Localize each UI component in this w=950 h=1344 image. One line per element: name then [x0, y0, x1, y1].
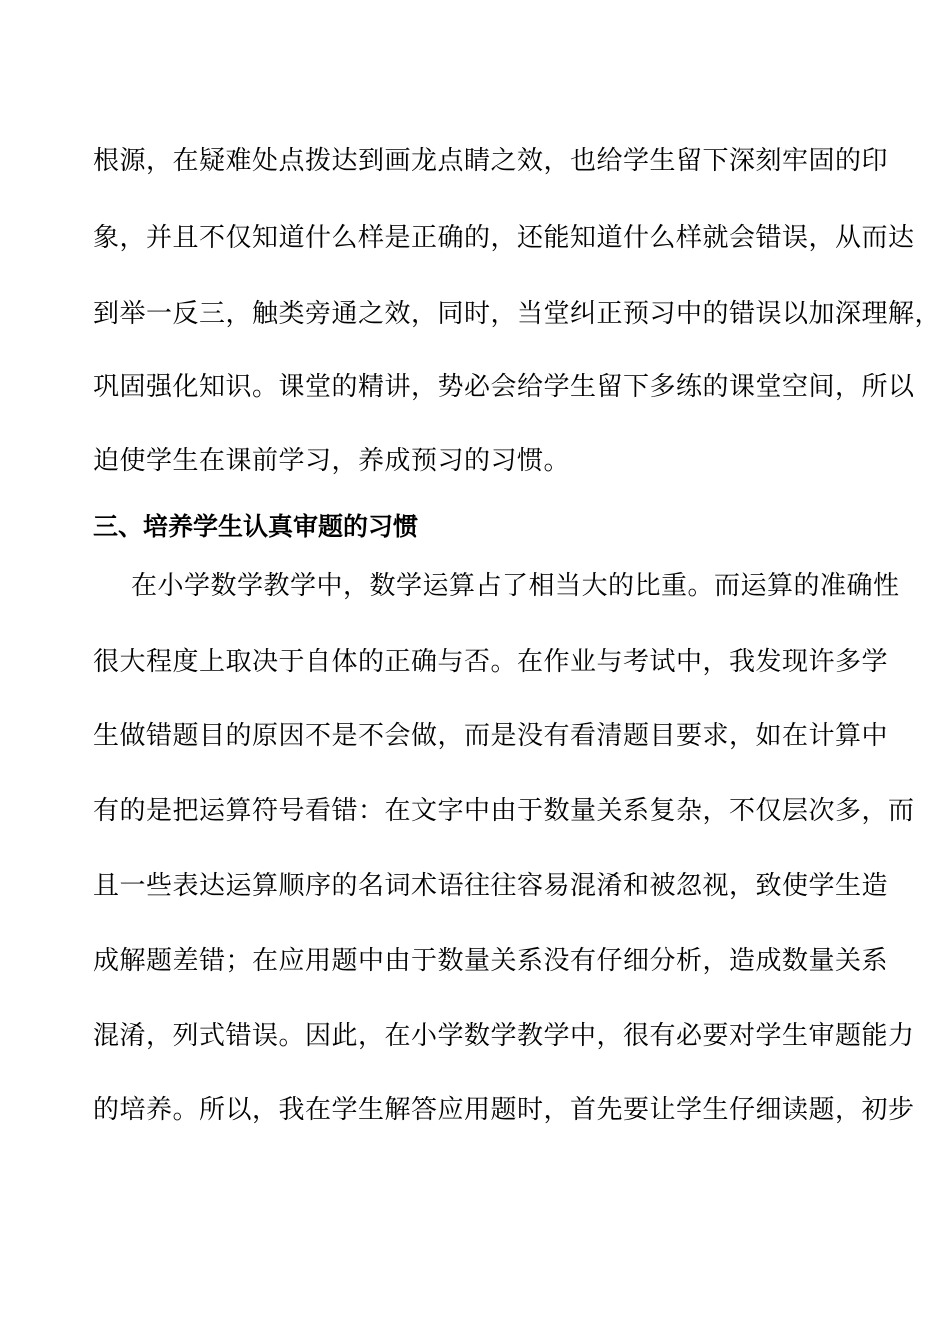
paragraph-line: 混淆，列式错误。因此，在小学数学教学中，很有必要对学生审题能力 — [93, 1021, 915, 1051]
paragraph-line: 到举一反三，触类旁通之效，同时，当堂纠正预习中的错误以加深理解， — [93, 299, 942, 329]
paragraph-line: 根源，在疑难处点拨达到画龙点睛之效，也给学生留下深刻牢固的印 — [93, 146, 889, 176]
paragraph-line: 迫使学生在课前学习，养成预习的习惯。 — [93, 446, 571, 476]
paragraph-line: 有的是把运算符号看错：在文字中由于数量关系复杂，不仅层次多，而 — [93, 796, 915, 826]
paragraph-line: 的培养。所以，我在学生解答应用题时，首先要让学生仔细读题，初步 — [93, 1095, 915, 1125]
paragraph-line: 生做错题目的原因不是不会做，而是没有看清题目要求，如在计算中 — [93, 721, 889, 751]
paragraph-line: 在小学数学教学中，数学运算占了相当大的比重。而运算的准确性 — [131, 571, 900, 601]
paragraph-line: 象，并且不仅知道什么样是正确的，还能知道什么样就会错误，从而达 — [93, 223, 915, 253]
section-heading: 三、培养学生认真审题的习惯 — [93, 512, 419, 541]
paragraph-line: 成解题差错；在应用题中由于数量关系没有仔细分析，造成数量关系 — [93, 946, 889, 976]
paragraph-line: 且一些表达运算顺序的名词术语往往容易混淆和被忽视，致使学生造 — [93, 871, 889, 901]
paragraph-line: 很大程度上取决于自体的正确与否。在作业与考试中，我发现许多学 — [93, 647, 889, 677]
paragraph-line: 巩固强化知识。课堂的精讲，势必会给学生留下多练的课堂空间，所以 — [93, 372, 915, 402]
